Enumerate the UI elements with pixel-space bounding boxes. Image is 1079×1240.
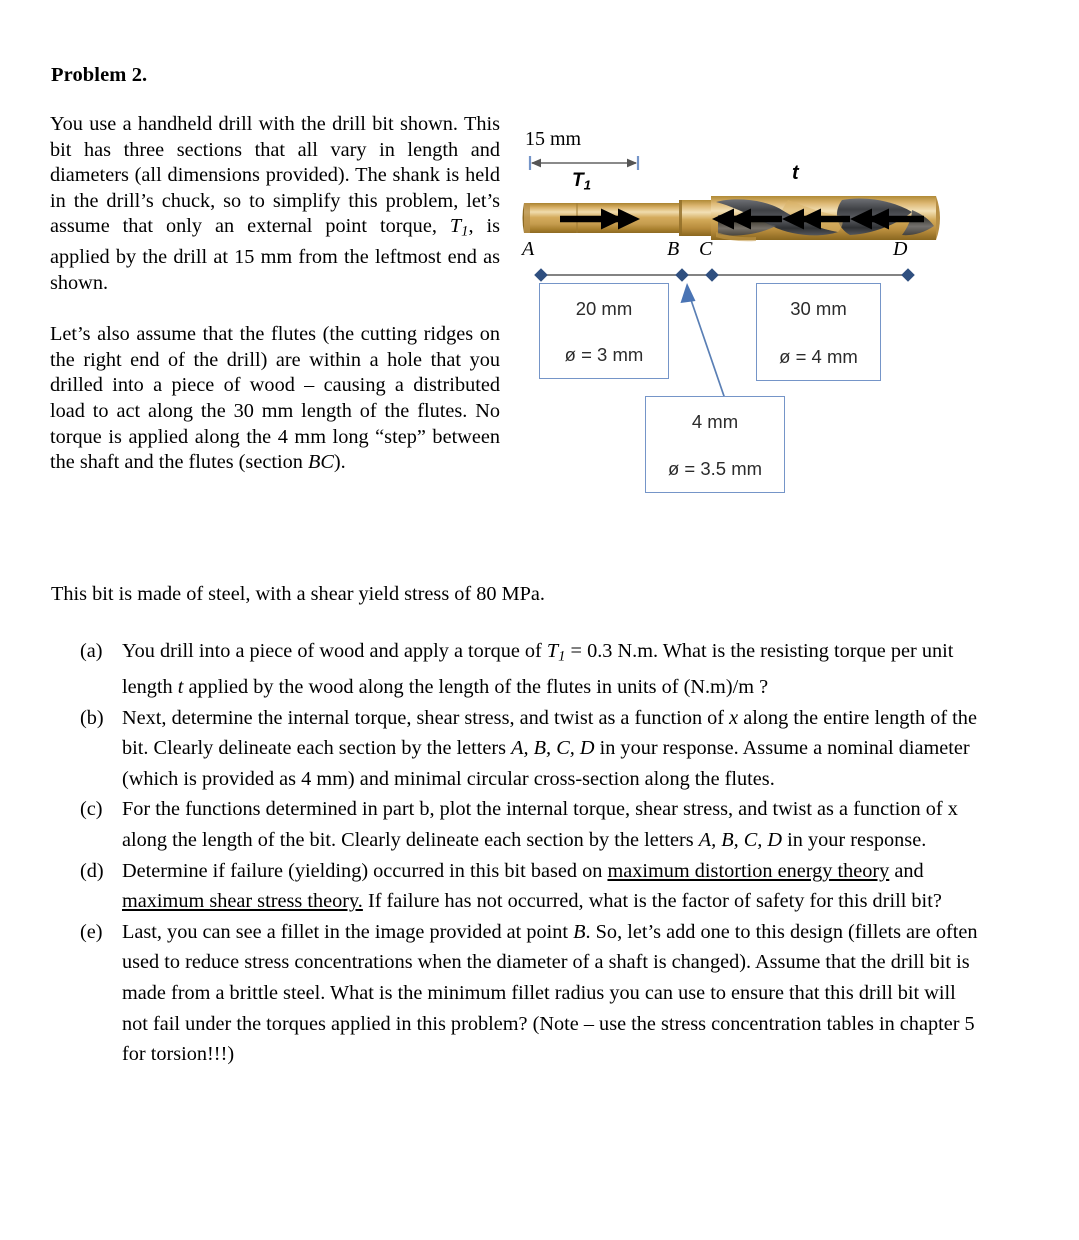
question-text-segment: B: [573, 920, 586, 943]
question-text: [122, 636, 980, 703]
intro-p2-seg2: ).: [333, 451, 346, 474]
intro-p2-seg1: Let’s also assume that the flutes (the cutting ridges on the right end of the drill) are within a hole that you drilled into a piece of wood – causing a distributed load to act along the 30 mm length of the flutes. No torque is applied along the 4 mm long “step” between the shaft and the flutes (section: [50, 323, 500, 474]
material-note: This bit is made of steel, with a shear yield stress of 80 MPa.: [51, 583, 545, 605]
question-item-c: [80, 794, 980, 855]
question-text-segment: = 0.3 N.m. What is the resisting torque per unit length: [122, 640, 954, 699]
intro-text-column: [50, 112, 500, 476]
callout-flutes-diameter: ø = 4 mm: [779, 346, 858, 367]
question-text-segment: in your response. Assume a nominal diameter (which is provided as 4 mm) and minimal circular cross-section along the flutes.: [122, 737, 970, 790]
intro-p1-seg2: , is applied by the drill at 15 mm from the leftmost end as shown.: [50, 215, 501, 295]
question-item-a: [80, 636, 980, 703]
question-text-segment: Determine if failure (yielding) occurred in this bit based on: [122, 859, 608, 882]
question-marker: (d): [80, 859, 104, 882]
question-text-segment: T: [546, 640, 559, 662]
intro-p1-symbol-T: T: [449, 215, 462, 238]
question-text-segment: For the functions determined in part b, plot the internal torque, shear stress, and twist as a function of x along the length of the bit. Clearly delineate each section by the letters: [122, 798, 958, 852]
question-text: [122, 703, 980, 795]
question-marker: (c): [80, 798, 103, 821]
section-letter-c: C: [699, 238, 713, 260]
point-torque-symbol: T: [572, 170, 584, 191]
dimension-arrow-15mm: [528, 156, 640, 170]
intro-paragraph-2: [50, 322, 500, 476]
question-text-segment: A, B, C, D: [511, 737, 595, 760]
intro-p1-seg1: You use a handheld drill with the drill bit shown. This bit has three sections that all vary in length and diameters (all dimensions provided). The shank is held in the drill’s chuck, so to simplify this problem, let’s assume that only an external point torque,: [50, 113, 500, 238]
question-text-segment: A, B, C, D: [698, 829, 783, 852]
question-text-segment: . So, let’s add one to this design (fillets are often used to reduce stress concentrations when the diameter of a shaft is changed). Assume that the drill bit is made from a brittle steel. What is the minimum fillet radius you can use to ensure that this drill bit will not fail under the torques applied in this problem? (Note – use the stress concentration tables in chapter 5 for torsion!!!): [122, 920, 978, 1066]
question-marker: (a): [80, 640, 103, 662]
question-text: [122, 794, 980, 855]
question-text: [122, 856, 980, 917]
marker-diamond-d: [901, 268, 915, 282]
step-callout-leader-line: [670, 275, 740, 400]
callout-box-shank: [539, 283, 669, 379]
section-letter-d: D: [893, 238, 908, 260]
distributed-torque-label: t: [792, 162, 799, 184]
page-title: Problem 2.: [51, 64, 148, 86]
question-text-segment: maximum shear stress theory.: [122, 890, 363, 913]
drill-bit-figure: [510, 120, 950, 510]
intro-p2-section-bc: BC: [307, 451, 334, 474]
question-item-b: [80, 703, 980, 795]
callout-step-length: 4 mm: [691, 411, 739, 432]
question-text-segment: If failure has not occurred, what is the factor of safety for this drill bit?: [362, 890, 942, 913]
question-item-e: [80, 917, 980, 1070]
callout-step-diameter: ø = 3.5 mm: [667, 458, 763, 479]
callout-box-step: [645, 396, 785, 493]
question-text-segment: Next, determine the internal torque, shear stress, and twist as a function of: [122, 706, 730, 729]
question-marker: (e): [80, 920, 103, 943]
dimension-label-15mm: 15 mm: [525, 128, 582, 150]
marker-diamond-a: [534, 268, 548, 282]
question-text-segment: and: [889, 859, 924, 882]
intro-p1-symbol-T-sub: 1: [461, 223, 469, 240]
question-text-segment: You drill into a piece of wood and apply a torque of: [122, 640, 547, 662]
question-text-segment: applied by the wood along the length of the flutes in units of (N.m)/m ?: [183, 676, 769, 699]
section-letter-b: B: [667, 238, 680, 260]
question-text-segment: Last, you can see a fillet in the image provided at point: [122, 920, 574, 943]
drill-bit-illustration: [520, 188, 940, 248]
intro-paragraph-1: [50, 112, 500, 297]
question-text: [122, 917, 980, 1070]
callout-flutes-length: 30 mm: [790, 298, 847, 319]
question-list: [80, 636, 980, 1070]
callout-shank-length: 20 mm: [575, 298, 633, 319]
point-torque-subscript: 1: [583, 177, 592, 193]
question-text-segment: along the entire length of the bit. Clearly delineate each section by the letters: [122, 706, 977, 760]
callout-shank-diameter: ø = 3 mm: [564, 344, 644, 365]
question-text-segment: 1: [558, 648, 566, 665]
question-text-segment: t: [177, 676, 184, 699]
question-text-segment: maximum distortion energy theory: [607, 859, 890, 882]
callout-box-flutes: [756, 283, 881, 381]
question-marker: (b): [80, 706, 104, 729]
section-letter-a: A: [522, 238, 535, 260]
question-text-segment: x: [729, 706, 739, 729]
question-text-segment: in your response.: [782, 829, 927, 852]
question-item-d: [80, 856, 980, 917]
